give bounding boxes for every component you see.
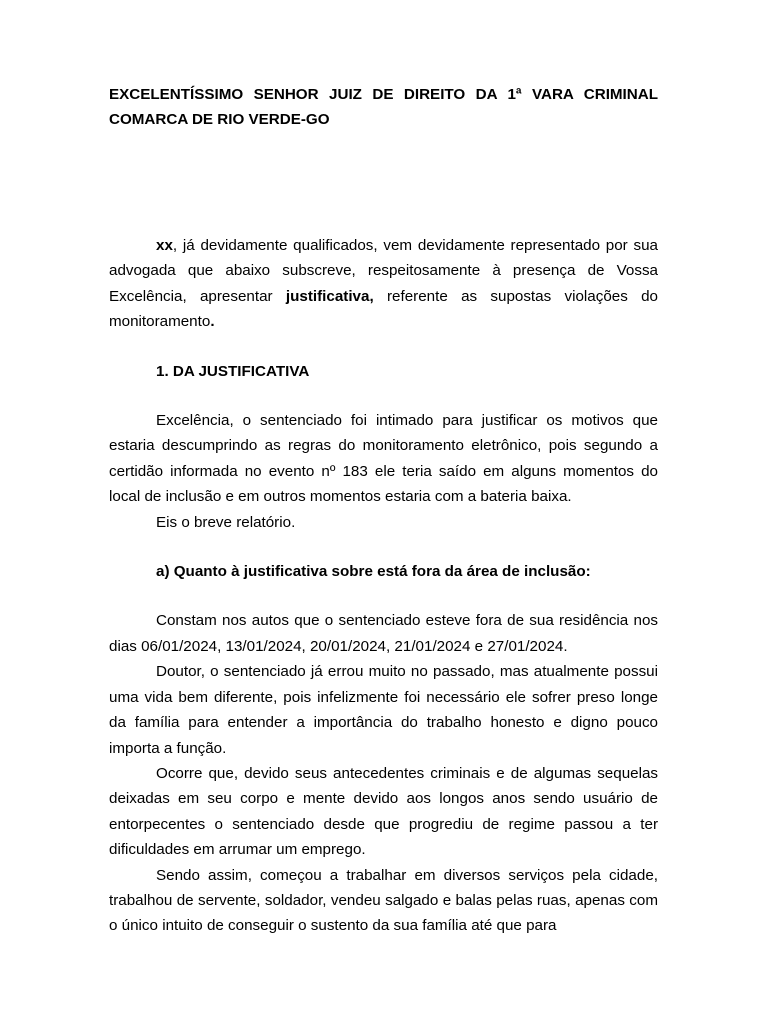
intro-end: .: [210, 313, 215, 331]
section-heading: 1. DA JUSTIFICATIVA: [156, 362, 310, 380]
subsection-heading: a) Quanto à justificativa sobre está fora da área de inclusão:: [156, 563, 591, 581]
subsection-paragraph: Ocorre que, devido seus antecedentes criminais e de algumas sequelas deixadas em seu corpo e mente devido aos longos anos sendo usuário de entorpecentes o sentenciado desde que progrediu de regime passou a ter dificuldades em arrumar um emprego.: [109, 764, 658, 859]
section-paragraph: Eis o breve relatório.: [156, 513, 296, 531]
header-line-2: COMARCA DE RIO VERDE-GO: [109, 111, 330, 128]
intro-paragraph: [109, 233, 658, 335]
intro-text-2: referente as supostas violações do monitoramento: [109, 287, 659, 331]
section-paragraph: Excelência, o sentenciado foi intimado para justificar os motivos que estaria descumprindo as regras do monitoramento eletrônico, pois segundo a certidão informada no evento nº 183 ele teria saído em alguns momentos do local de inclusão e em outros momentos estaria com a bateria baixa.: [109, 412, 658, 506]
subsection-paragraph: Doutor, o sentenciado já errou muito no passado, mas atualmente possui uma vida bem diferente, pois infelizmente foi necessário ele sofrer preso longe da família para entender a importância do trabalho honesto e digno pouco importa a função.: [109, 663, 658, 757]
document-body: [109, 233, 658, 939]
subsection-paragraph: Constam nos autos que o sentenciado esteve fora de sua residência nos dias 06/01/2024, 13/01/2024, 20/01/2024, 21/01/2024 e 27/01/2024.: [109, 612, 658, 655]
header-line-1: EXCELENTÍSSIMO SENHOR JUIZ DE DIREITO DA 1ª VARA CRIMINAL: [109, 86, 658, 103]
party-name: xx: [156, 237, 173, 254]
document-header: [109, 82, 658, 132]
subsection-paragraph: Sendo assim, começou a trabalhar em diversos serviços pela cidade, trabalhou de servente, soldador, vendeu salgado e balas pelas ruas, apenas com o único intuito de conseguir o sustento da sua família até que para: [109, 866, 658, 935]
intro-emphasis: justificativa,: [285, 287, 374, 305]
intro-text-1: , já devidamente qualificados, vem devidamente representado por sua advogada que abaixo subscreve, respeitosamente à presença de Vossa Excelência, apresentar: [109, 237, 658, 305]
